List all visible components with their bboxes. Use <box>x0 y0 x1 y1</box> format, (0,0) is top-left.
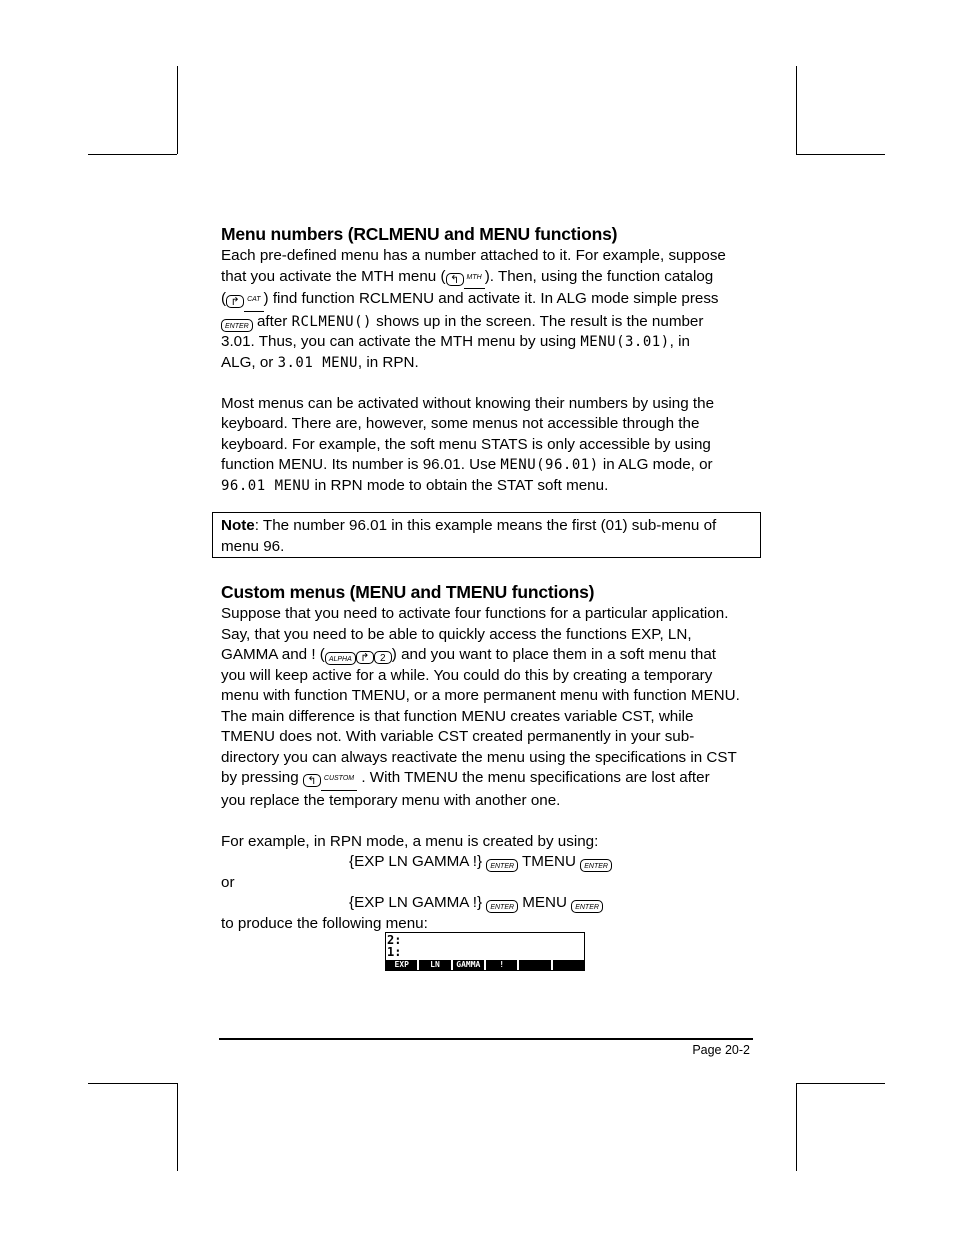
crop-mark <box>796 66 797 154</box>
text: Suppose that you need to activate four functions for a particular application. <box>221 605 729 622</box>
enter-key-icon: ENTER <box>580 859 612 872</box>
soft-key-ln[interactable]: LN <box>419 960 450 970</box>
text: after <box>252 312 292 330</box>
calculator-screen <box>385 932 585 971</box>
crop-mark <box>88 154 177 155</box>
note-text: menu 96. <box>221 537 285 555</box>
text: in ALG mode, or <box>598 456 713 473</box>
soft-key-empty[interactable] <box>553 960 584 970</box>
two-key-icon: 2 <box>374 651 392 664</box>
paragraph <box>221 394 761 497</box>
text: by pressing <box>221 769 303 786</box>
code: MENU(96.01) <box>500 457 599 473</box>
crop-mark <box>796 1083 797 1171</box>
section-custom-menus <box>221 580 761 934</box>
enter-key-icon: ENTER <box>571 900 603 913</box>
soft-menu-bar <box>386 960 584 970</box>
crop-mark <box>88 1083 177 1084</box>
note-text: : The number 96.01 in this example means the first (01) sub-menu of <box>254 517 717 534</box>
soft-key-empty[interactable] <box>519 960 550 970</box>
text: Say, that you need to be able to quickly access the functions EXP, LN, <box>221 625 692 643</box>
section-heading: Menu numbers (RCLMENU and MENU functions) <box>221 224 618 244</box>
text: keyboard. There are, however, some menus not accessible through the <box>221 415 700 432</box>
text: The main difference is that function MENU creates variable CST, while <box>221 707 694 725</box>
text: that you activate the MTH menu ( <box>221 267 446 285</box>
text: or <box>221 873 235 891</box>
text: ) and you want to place them in a soft menu that <box>391 646 716 663</box>
crop-mark <box>796 1083 885 1084</box>
section-menu-numbers <box>221 222 761 496</box>
footer-rule <box>219 1038 753 1040</box>
text: TMENU does not. With variable CST created permanently in your sub- <box>221 728 695 745</box>
text: to produce the following menu: <box>221 914 428 932</box>
text: directory you can always reactivate the menu using the specifications in CST <box>221 748 737 766</box>
code: RCLMENU() <box>291 313 372 330</box>
cat-key-label: CAT <box>244 290 263 312</box>
text: you replace the temporary menu with another one. <box>221 791 561 809</box>
right-shift-key-icon: ↱ <box>356 651 374 664</box>
soft-key-factorial[interactable]: ! <box>486 960 517 970</box>
note-box <box>212 512 761 558</box>
enter-key-icon: ENTER <box>486 900 518 913</box>
text: ( <box>221 290 227 307</box>
text: Each pre-defined menu has a number attached to it. For example, suppose <box>221 247 726 264</box>
text: ) find function RCLMENU and activate it. In ALG mode simple press <box>263 290 719 307</box>
section-heading: Custom menus (MENU and TMENU functions) <box>221 582 595 602</box>
text: For example, in RPN mode, a menu is created by using: <box>221 832 599 850</box>
soft-key-gamma[interactable]: GAMMA <box>453 960 484 970</box>
code: MENU(3.01) <box>580 334 670 350</box>
text: function MENU. Its number is 96.01. Use <box>221 456 501 473</box>
text: , in RPN. <box>357 353 419 371</box>
enter-key-icon: ENTER <box>486 859 518 872</box>
code: 3.01 MENU <box>277 354 358 371</box>
text: 3.01. Thus, you can activate the MTH menu by using <box>221 333 581 350</box>
paragraph <box>221 604 761 811</box>
paragraph <box>221 246 761 373</box>
text: shows up in the screen. The result is the number <box>371 312 704 330</box>
note-label: Note <box>221 517 255 534</box>
alpha-key-icon: ALPHA <box>325 652 356 665</box>
text: ). Then, using the function catalog <box>484 267 714 285</box>
stack-level-2: 2: <box>387 933 402 947</box>
soft-key-exp[interactable]: EXP <box>386 960 417 970</box>
page-number: Page 20-2 <box>692 1043 750 1057</box>
text: you will keep active for a while. You could do this by creating a temporary <box>221 666 713 684</box>
text: keyboard. For example, the soft menu STATS is only accessible by using <box>221 435 711 453</box>
crop-mark <box>796 154 885 155</box>
paragraph <box>221 832 761 935</box>
text: GAMMA and ! ( <box>221 646 325 663</box>
text: . With TMENU the menu specifications are lost after <box>357 769 710 786</box>
text: ALG, or <box>221 353 278 371</box>
crop-mark <box>177 1083 178 1171</box>
command-line: {EXP LN GAMMA !} ENTER TMENU ENTER <box>221 853 612 870</box>
text: menu with function TMENU, or a more permanent menu with function MENU. <box>221 687 740 704</box>
crop-mark <box>177 66 178 154</box>
right-shift-key-icon: ↱ <box>226 295 244 308</box>
text: Most menus can be activated without knowing their numbers by using the <box>221 394 715 412</box>
custom-key-label: CUSTOM <box>321 769 357 791</box>
text: in RPN mode to obtain the STAT soft menu. <box>310 476 609 494</box>
command-line: {EXP LN GAMMA !} ENTER MENU ENTER <box>221 894 603 911</box>
text: , in <box>669 333 690 350</box>
left-shift-key-icon: ↰ <box>446 273 464 286</box>
code: 96.01 MENU <box>221 477 311 494</box>
enter-key-icon: ENTER <box>221 319 253 332</box>
mth-key-label: MTH <box>464 268 485 290</box>
left-shift-key-icon: ↰ <box>303 774 321 787</box>
stack-level-1: 1: <box>387 945 402 959</box>
